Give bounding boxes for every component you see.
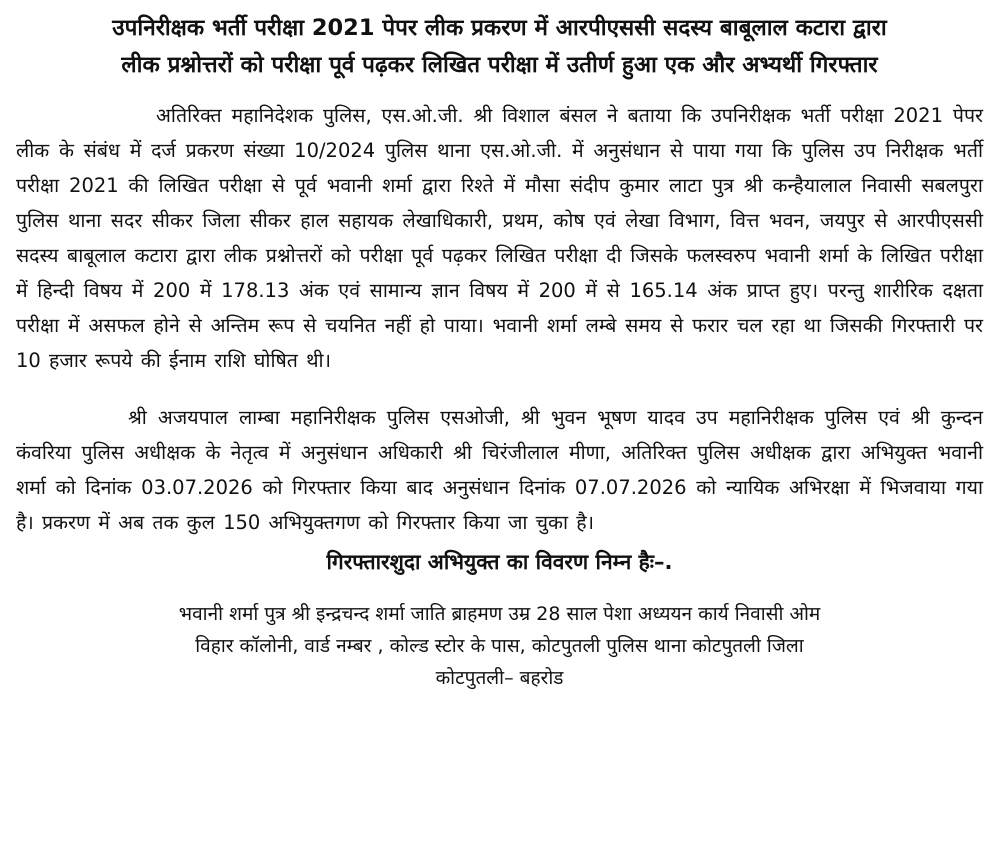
title-line-2: लीक प्रश्नोत्तरों को परीक्षा पूर्व पढ़कर लिखित परीक्षा में उतीर्ण हुआ एक और अभ्यर्थी गिरफ्तार [121,52,878,78]
accused-line-2: विहार कॉलोनी, वार्ड नम्बर , कोल्ड स्टोर के पास, कोटपुतली पुलिस थाना कोटपुतली जिला [195,635,804,657]
accused-line-1: भवानी शर्मा पुत्र श्री इन्द्रचन्द शर्मा जाति ब्राहमण उम्र 28 साल पेशा अध्ययन कार्य निवासी ओम [178,603,821,625]
document-title [16,10,983,84]
body-paragraph-2: श्री अजयपाल लाम्बा महानिरीक्षक पुलिस एसओजी, श्री भुवन भूषण यादव उप महानिरीक्षक पुलिस एवं श्री कुन्दन कंवरिया पुलिस अधीक्षक के नेतृत्व में अनुसंधान अधिकारी श्री चिरंजीलाल मीणा, अतिरिक्त पुलिस अधीक्षक द्वारा अभियुक्त भवानी शर्मा को दिनांक 03.07.2026 को गिरफ्तार किया बाद अनुसंधान दिनांक 07.07.2026 को न्यायिक अभिरक्षा में भिजवाया गया है। प्रकरण में अब तक कुल 150 अभियुक्तगण को गिरफ्तार किया जा चुका है। [16,406,983,534]
title-line-1: उपनिरीक्षक भर्ती परीक्षा 2021 पेपर लीक प्रकरण में आरपीएससी सदस्य बाबूलाल कटारा द्वारा [112,15,887,41]
accused-details-heading: गिरफ्तारशुदा अभियुक्त का विवरण निम्न हैः–. [326,550,673,574]
body-paragraph-1: अतिरिक्त महानिदेशक पुलिस, एस.ओ.जी. श्री विशाल बंसल ने बताया कि उपनिरीक्षक भर्ती परीक्षा 2021 पेपर लीक के संबंध में दर्ज प्रकरण संख्या 10/2024 पुलिस थाना एस.ओ.जी. में अनुसंधान से पाया गया कि पुलिस उप निरीक्षक भर्ती परीक्षा 2021 की लिखित परीक्षा से पूर्व भवानी शर्मा द्वारा रिश्ते में मौसा संदीप कुमार लाटा पुत्र श्री कन्हैयालाल निवासी सबलपुरा पुलिस थाना सदर सीकर जिला सीकर हाल सहायक लेखाधिकारी, प्रथम, कोष एवं लेखा विभाग, वित्त भवन, जयपुर से आरपीएससी सदस्य बाबूलाल कटारा द्वारा लीक प्रश्नोत्तरों को परीक्षा पूर्व पढ़कर लिखित परीक्षा दी जिसके फलस्वरुप भवानी शर्मा के लिखित परीक्षा में हिन्दी विषय में 200 में 178.13 अंक एवं सामान्य ज्ञान विषय में 200 में से 165.14 अंक प्राप्त हुए। परन्तु शारीरिक दक्षता परीक्षा में असफल होने से अन्तिम रूप से चयनित नहीं हो पाया। भवानी शर्मा लम्बे समय से फरार चल रहा था जिसकी गिरफ्तारी पर 10 हजार रूपये की ईनाम राशि घोषित थी। [16,104,983,372]
accused-line-3: कोटपुतली– बहरोड [435,667,564,689]
accused-details [16,598,983,694]
